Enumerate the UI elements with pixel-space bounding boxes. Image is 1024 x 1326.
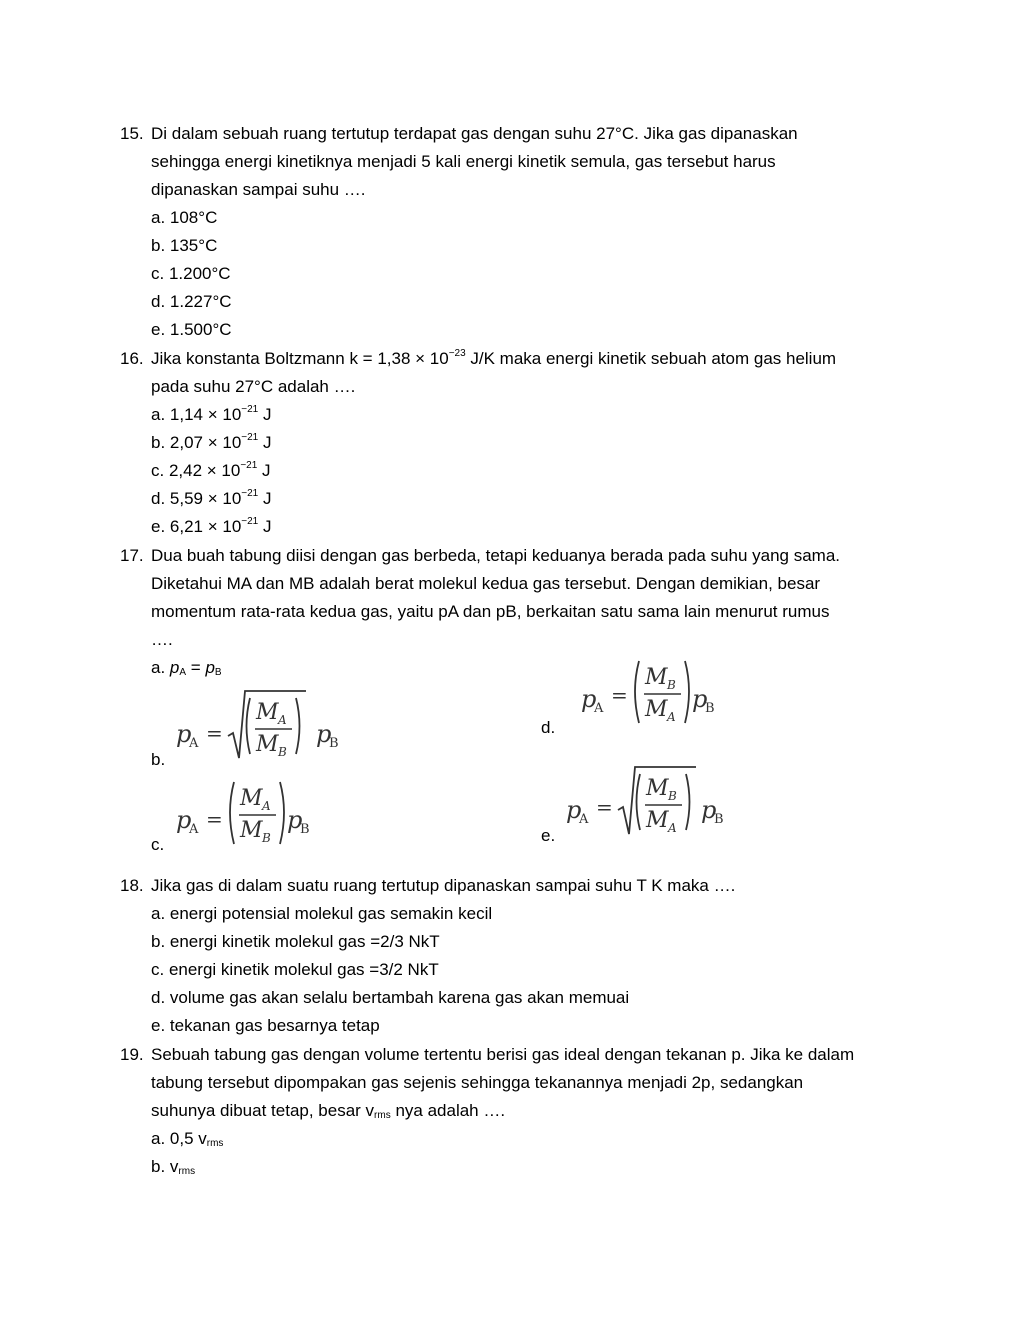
- right-paren: [685, 661, 689, 723]
- answer-option-e: e. $6,21 \times 10^{-21}$ J: [151, 516, 272, 536]
- question-text-line: Dua buah tabung diisi dengan gas berbeda, tetapi keduanya berada pada suhu yang sama.: [151, 546, 841, 565]
- formula-sub: A: [668, 821, 677, 835]
- formula-sub: B: [329, 736, 339, 751]
- answer-option-b: b. 135°C: [151, 236, 218, 255]
- question-number: 19.: [120, 1045, 144, 1064]
- question-text-line: dipanaskan sampai suhu ….: [151, 180, 366, 199]
- formula-c-svg: [170, 776, 330, 852]
- answer-option-b-label: b.: [151, 750, 166, 769]
- question-19: [120, 1041, 920, 1181]
- right-paren: [296, 698, 300, 754]
- question-text-line: tabung tersebut dipompakan gas sejenis sehingga tekanannya menjadi 2p, sedangkan: [151, 1073, 804, 1092]
- formula-p: p: [176, 806, 192, 834]
- formula-equals: =: [611, 683, 628, 707]
- formula-sub: B: [705, 701, 715, 716]
- question-text-line: Sebuah tabung gas dengan volume tertentu berisi gas ideal dengan tekanan p. Jika ke dalam: [151, 1045, 855, 1064]
- formula-option-e: [560, 764, 740, 848]
- formula-p: p: [176, 720, 192, 748]
- answer-option-c: c. 1.200°C: [151, 264, 231, 283]
- left-paren: [247, 698, 251, 754]
- formula-sub: A: [594, 701, 604, 716]
- formula-m: M: [256, 732, 279, 757]
- question-18: [120, 872, 920, 1040]
- formula-m: M: [646, 808, 669, 833]
- answer-option-a: a. 108°C: [151, 208, 218, 227]
- formula-sub: A: [189, 736, 199, 751]
- answer-option-a: a. $1,14 \times 10^{-21}$ J: [151, 404, 272, 424]
- answer-option-e-label: e.: [541, 826, 556, 845]
- question-text-line: sehingga energi kinetiknya menjadi 5 kali energi kinetik semula, gas tersebut harus: [151, 152, 776, 171]
- formula-m: M: [645, 697, 668, 722]
- formula-sub: A: [262, 799, 271, 813]
- question-text-line: momentum rata-rata kedua gas, yaitu pA dan pB, berkaitan satu sama lain menurut rumus: [151, 602, 830, 621]
- formula-equals: =: [206, 721, 223, 745]
- question-text-line: Diketahui MA dan MB adalah berat molekul kedua gas tersebut. Dengan demikian, besar: [151, 574, 821, 593]
- formula-p: p: [692, 685, 708, 713]
- formula-m: M: [240, 786, 263, 811]
- formula-sub: B: [667, 678, 676, 692]
- answer-option-a: a. 0,5 $v_{rms}$: [151, 1129, 224, 1149]
- formula-p: p: [566, 796, 582, 824]
- left-paren: [635, 661, 639, 723]
- question-text-line: Jika konstanta Boltzmann $k = 1,38 \times 10^{-23}$ J/K maka energi kinetik sebuah atom gas helium: [151, 348, 837, 368]
- question-text-line: pada suhu 27°C adalah ….: [151, 377, 356, 396]
- left-paren: [637, 774, 641, 830]
- right-paren: [686, 774, 690, 830]
- answer-option-c: c. $2,42 \times 10^{-21}$ J: [151, 460, 271, 480]
- formula-sub: B: [278, 745, 287, 759]
- answer-option-e: e. 1.500°C: [151, 320, 232, 339]
- answer-option-b: b. energi kinetik molekul gas =2/3 NkT: [151, 932, 440, 951]
- question-17: [120, 542, 920, 682]
- answer-option-d: d. $5,59 \times 10^{-21}$ J: [151, 488, 272, 508]
- question-number: 16.: [120, 349, 144, 368]
- answer-option-b: b. $v_{rms}$: [151, 1157, 196, 1177]
- question-number: 18.: [120, 876, 144, 895]
- question-text-line: Di dalam sebuah ruang tertutup terdapat gas dengan suhu 27°C. Jika gas dipanaskan: [151, 124, 798, 143]
- formula-equals: =: [596, 795, 613, 819]
- question-text-line: Jika gas di dalam suatu ruang tertutup dipanaskan sampai suhu T K maka ….: [151, 876, 736, 895]
- question-number: 15.: [120, 124, 144, 143]
- question-number: 17.: [120, 546, 144, 565]
- formula-sub: B: [668, 789, 677, 803]
- formula-p: p: [581, 685, 597, 713]
- formula-p: p: [316, 720, 332, 748]
- formula-option-d: [575, 655, 735, 735]
- answer-option-c-label: c.: [151, 835, 165, 854]
- question-15: [120, 120, 920, 344]
- answer-option-a: a. $p_A = p_B$: [151, 658, 222, 678]
- left-paren: [230, 782, 234, 844]
- formula-sub: A: [667, 710, 676, 724]
- formula-d-svg: [575, 655, 735, 731]
- formula-m: M: [645, 665, 668, 690]
- answer-option-e: e. tekanan gas besarnya tetap: [151, 1016, 380, 1035]
- formula-sub: A: [579, 812, 589, 827]
- formula-m: M: [240, 818, 263, 843]
- right-paren: [280, 782, 284, 844]
- formula-p: p: [701, 796, 717, 824]
- formula-e-svg: [560, 764, 740, 844]
- formula-m: M: [256, 700, 279, 725]
- formula-sub: A: [189, 822, 199, 837]
- formula-b-svg: [170, 688, 350, 768]
- answer-option-d: d. volume gas akan selalu bertambah karena gas akan memuai: [151, 988, 630, 1007]
- answer-option-c: c. energi kinetik molekul gas =3/2 NkT: [151, 960, 439, 979]
- question-16: [120, 345, 920, 541]
- answer-option-a: a. energi potensial molekul gas semakin kecil: [151, 904, 493, 923]
- formula-sub: B: [262, 831, 271, 845]
- formula-sub: B: [714, 812, 724, 827]
- formula-sub: B: [300, 822, 310, 837]
- formula-sub: A: [278, 713, 287, 727]
- question-text-line: ….: [151, 630, 173, 649]
- formula-p: p: [287, 806, 303, 834]
- answer-option-d-label: d.: [541, 718, 556, 737]
- question-text-line: suhunya dibuat tetap, besar $v_{rms}$ nya adalah ….: [151, 1101, 506, 1121]
- answer-option-b: b. $2,07 \times 10^{-21}$ J: [151, 432, 272, 452]
- formula-option-c: [170, 776, 330, 856]
- formula-equals: =: [206, 807, 223, 831]
- formula-m: M: [646, 776, 669, 801]
- formula-option-b: [170, 688, 350, 772]
- answer-option-d: d. 1.227°C: [151, 292, 232, 311]
